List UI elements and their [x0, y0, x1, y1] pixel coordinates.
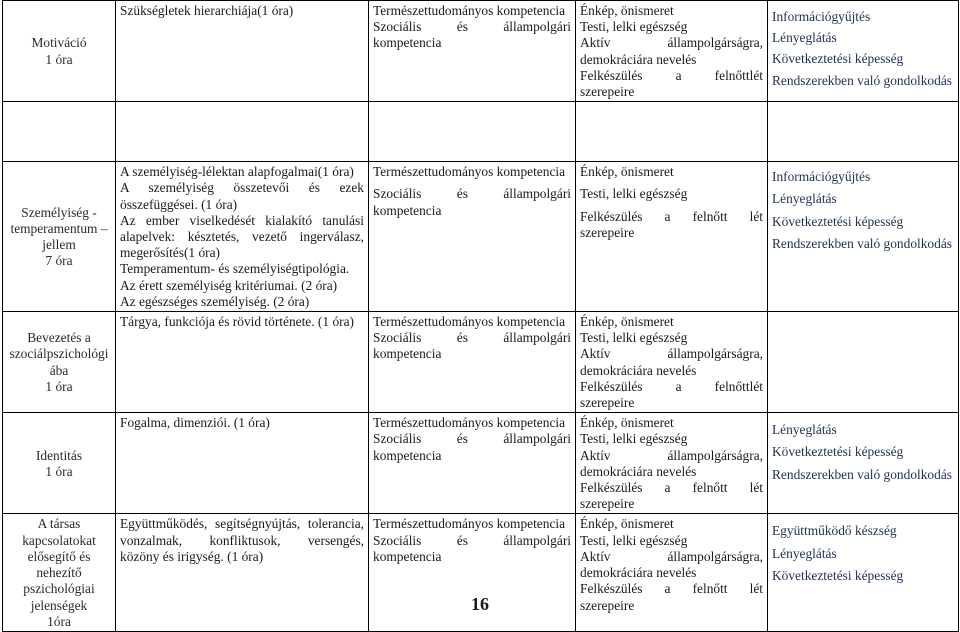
content-line: vonzalmak, konfliktusok, versengés,	[120, 532, 364, 548]
competence-line: Szociális és állampolgári	[373, 330, 571, 346]
topic-cell	[3, 1, 116, 102]
development-line: Felkészülés a felnőtt lét	[580, 480, 763, 496]
skill-line: Rendszerekben való gondolkodás	[772, 235, 952, 251]
development-line: szerepeire	[580, 224, 635, 240]
content-cell	[116, 413, 369, 514]
skill-line: Lényeglátás	[772, 545, 837, 561]
development-line: Énkép, önismeret	[580, 415, 674, 431]
skill-line: Következtetési képesség	[772, 444, 904, 460]
development-line: Énkép, önismeret	[580, 3, 674, 18]
topic-line: 7 óra	[45, 253, 73, 269]
competence-cell	[369, 413, 576, 514]
skill-line: Következtetési képesség	[772, 567, 904, 583]
development-line: Felkészülés a felnőtt lét	[580, 208, 763, 224]
topic-line: 1 óra	[45, 463, 73, 479]
topic-line: A társas	[37, 516, 81, 532]
skill-line: Lényeglátás	[772, 30, 837, 46]
development-line: Testi, lelki egészség	[580, 431, 688, 447]
topic-cell	[3, 413, 116, 514]
content-cell	[116, 162, 369, 312]
content-line: Tárgya, funkciója és rövid története. (1 óra)	[120, 314, 354, 330]
content-line: Az egészséges személyiség. (2 óra)	[120, 293, 310, 309]
content-line: összefüggései. (1 óra)	[120, 196, 238, 212]
empty-cell	[768, 102, 959, 162]
skills-cell	[768, 1, 959, 102]
development-line: Felkészülés a felnőttlét	[580, 378, 763, 394]
development-line: szerepeire	[580, 395, 635, 411]
content-line: közöny és irigység. (1 óra)	[120, 548, 264, 564]
table-row-identitas	[3, 413, 959, 514]
development-line: szerepeire	[580, 84, 635, 100]
content-line: Az ember viselkedését kialakító tanulási	[120, 212, 364, 228]
development-cell	[576, 1, 768, 102]
development-cell	[576, 162, 768, 312]
skill-line: Következtetési képesség	[772, 213, 904, 229]
content-line: Együttműködés, segítségnyújtás, tolerancia,	[120, 516, 364, 532]
skill-line: Információgyűjtés	[772, 169, 871, 185]
development-line: szerepeire	[580, 496, 635, 512]
skills-cell	[768, 312, 959, 413]
competence-cell	[369, 162, 576, 312]
competence-line: kompetencia	[373, 548, 442, 564]
competence-cell	[369, 1, 576, 102]
topic-line: jellem	[42, 237, 76, 253]
topic-line: Identitás	[35, 447, 83, 463]
content-line: Szükségletek hierarchiája(1 óra)	[120, 3, 294, 18]
development-line: Aktív állampolgárságra,	[580, 346, 763, 362]
table-row-motivacio	[3, 1, 959, 102]
empty-cell	[369, 102, 576, 162]
table-row-empty	[3, 102, 959, 162]
development-line: Aktív állampolgárságra,	[580, 548, 763, 564]
skills-cell	[768, 162, 959, 312]
topic-line: temperamentum –	[10, 220, 108, 236]
topic-line: Bevezetés a	[27, 330, 91, 346]
topic-line: 1 óra	[45, 51, 73, 67]
competence-line: Szociális és állampolgári	[373, 532, 571, 548]
topic-cell	[3, 312, 116, 413]
table-row-szemelyiseg	[3, 162, 959, 312]
development-line: Felkészülés a felnőtt lét	[580, 581, 763, 597]
development-line: Testi, lelki egészség	[580, 186, 688, 202]
skill-line: Rendszerekben való gondolkodás	[772, 72, 952, 88]
competence-line: Természettudományos kompetencia	[373, 3, 566, 18]
topic-line: ába	[49, 362, 69, 378]
skill-line: Rendszerekben való gondolkodás	[772, 466, 952, 482]
competence-cell	[369, 312, 576, 413]
development-cell	[576, 413, 768, 514]
topic-line: Motiváció	[31, 35, 87, 51]
development-line: Énkép, önismeret	[580, 516, 674, 532]
content-line: A személyiség összetevői és ezek	[120, 180, 364, 196]
content-line: alapelvek: késztetés, vezető ingerválasz,	[120, 229, 364, 245]
competence-line: kompetencia	[373, 346, 442, 362]
table-row-bevezetes	[3, 312, 959, 413]
topic-line: nehezítő	[36, 565, 82, 581]
skill-line: Információgyűjtés	[772, 9, 871, 24]
topic-line: elősegítő és	[27, 548, 91, 564]
skill-line: Együttműködő készség	[772, 523, 897, 539]
development-line: Testi, lelki egészség	[580, 532, 688, 548]
empty-cell	[3, 102, 116, 162]
content-line: Temperamentum- és személyiségtipológia.	[120, 261, 350, 277]
competence-line: Természettudományos kompetencia	[373, 314, 566, 330]
content-cell	[116, 312, 369, 413]
topic-cell	[3, 162, 116, 312]
skill-line: Lényeglátás	[772, 191, 837, 207]
development-line: demokráciára nevelés	[580, 362, 697, 378]
page-number: 16	[471, 594, 489, 614]
topic-line: szociálpszichológi	[9, 346, 109, 362]
content-line: A személyiség-lélektan alapfogalmai(1 óra)	[120, 164, 354, 180]
competence-line: kompetencia	[373, 35, 442, 51]
topic-line: jelenségek	[30, 597, 88, 613]
development-line: Testi, lelki egészség	[580, 330, 688, 346]
development-cell	[576, 312, 768, 413]
competence-line: Szociális és állampolgári	[373, 19, 571, 35]
development-line: demokráciára nevelés	[580, 463, 697, 479]
topic-line: kapcsolatokat	[22, 532, 96, 548]
development-line: Énkép, önismeret	[580, 314, 674, 330]
development-line: Aktív állampolgárságra,	[580, 35, 763, 51]
content-line: Fogalma, dimenziói. (1 óra)	[120, 415, 270, 431]
competence-line: kompetencia	[373, 447, 442, 463]
skill-line: Következtetési képesség	[772, 51, 904, 67]
topic-line: 1óra	[47, 613, 71, 629]
competence-line: kompetencia	[373, 202, 442, 218]
development-line: Felkészülés a felnőttlét	[580, 67, 763, 83]
content-cell	[116, 1, 369, 102]
content-line: megerősítés(1 óra)	[120, 245, 221, 261]
development-line: Testi, lelki egészség	[580, 19, 688, 35]
skill-line: Lényeglátás	[772, 422, 837, 438]
skills-cell	[768, 413, 959, 514]
competence-line: Természettudományos kompetencia	[373, 516, 566, 532]
topic-line: 1 óra	[45, 378, 73, 394]
development-line: demokráciára nevelés	[580, 565, 697, 581]
empty-cell	[116, 102, 369, 162]
topic-line: pszichológiai	[23, 581, 95, 597]
development-line: szerepeire	[580, 597, 635, 613]
competence-line: Szociális és állampolgári	[373, 186, 571, 202]
empty-cell	[576, 102, 768, 162]
competence-line: Természettudományos kompetencia	[373, 164, 566, 180]
competence-line: Természettudományos kompetencia	[373, 415, 566, 431]
development-line: Énkép, önismeret	[580, 164, 674, 180]
content-line: Az érett személyiség kritériumai. (2 óra)	[120, 277, 338, 293]
curriculum-table	[2, 0, 959, 632]
topic-line: Személyiség -	[21, 204, 97, 220]
competence-line: Szociális és állampolgári	[373, 431, 571, 447]
development-line: demokráciára nevelés	[580, 51, 697, 67]
development-line: Aktív állampolgárságra,	[580, 447, 763, 463]
